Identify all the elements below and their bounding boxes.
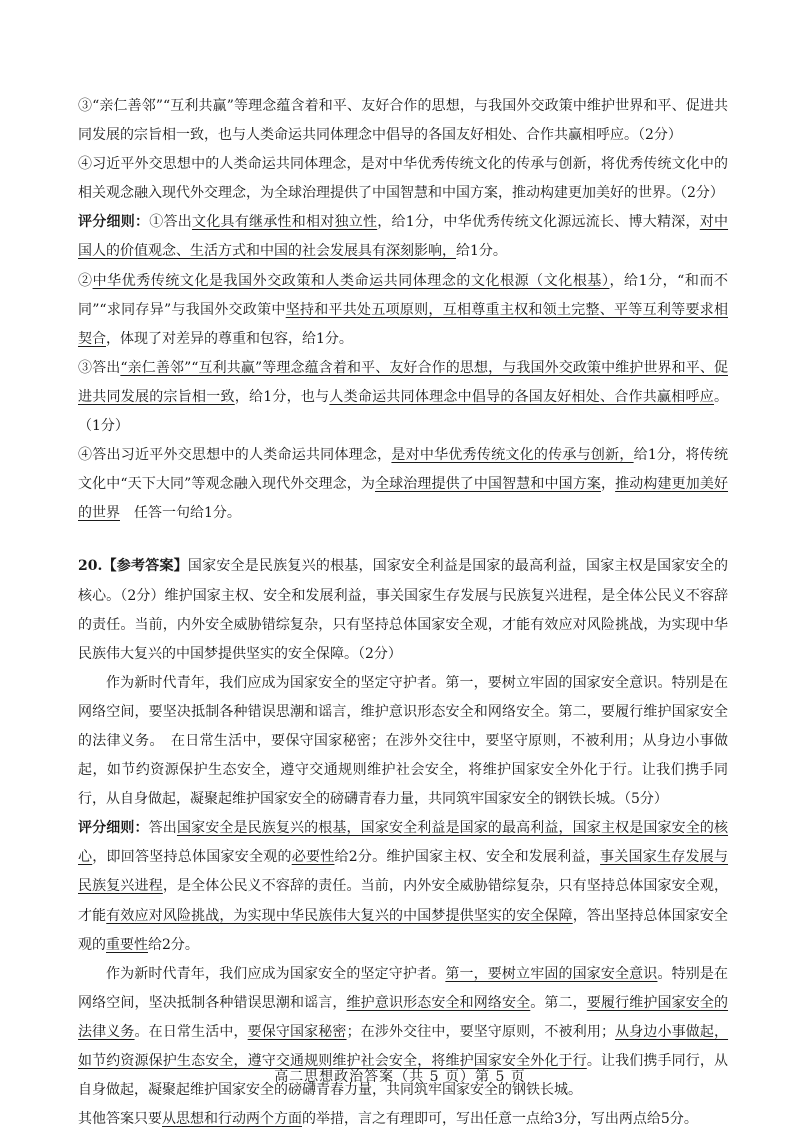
text-run: 任答一句给1分。: [120, 505, 241, 522]
underlined-keypoint: 重要性: [106, 936, 148, 953]
paragraph-p3: [78, 208, 728, 266]
text-run: ，给1分，也与: [234, 388, 330, 405]
text-run: ，是全体公民义不容辞的责任。当前，内外安全威胁错综复杂，只有坚持总体国家安全观，才能: [78, 878, 729, 924]
text-run: ；在涉外交往中，要坚守原则，不被利用；: [346, 1023, 615, 1040]
underlined-keypoint: 人类命运共同体理念中倡导的各国友好相处、合作共赢相呼应: [329, 388, 715, 405]
underlined-keypoint: 从思想和行动两个方面: [162, 1111, 302, 1128]
text-run: ，给1分，中华优秀传统文化源远流长、博大精深，: [377, 214, 700, 231]
underlined-keypoint: “亲仁善邻”“互利共赢”等理念蕴含着和平、友好合作的思想，与我国外交政策中维护世界和平、促进共同发展的宗旨相一致: [78, 359, 728, 405]
paragraph-p5: [78, 354, 728, 441]
bold-heading: 评分细则：: [78, 820, 149, 837]
text-run: ②: [78, 272, 93, 289]
underlined-keypoint: 国家安全是民族复兴的根基，国家安全利益是国家的最高利益，国家主权是国家安全的核心: [78, 820, 729, 866]
text-run: 给1分，将传统文化中“天下大同”等观念融入现代外交理念，为: [78, 447, 728, 493]
text-run: 答出: [148, 820, 177, 837]
text-run: 。（1分）: [78, 388, 729, 435]
text-run: ④答出习近平外交思想中的人类命运共同体理念，: [78, 447, 392, 464]
underlined-keypoint: 事关国家生存发展与民族复兴进程: [78, 849, 729, 895]
bold-heading: 20.【参考答案】: [78, 558, 188, 575]
paragraph-p11: [78, 1105, 728, 1134]
underlined-keypoint: 有效应对风险挑战，为实现中华民族伟大复兴的中国梦提供坚实的安全保障: [106, 907, 573, 924]
text-run: 其他答案只要: [78, 1111, 162, 1128]
text-run: 。在日常生活中，: [134, 1023, 248, 1040]
underlined-keypoint: 坚持和平共处五项原则，互相尊重主权和领土完整、平等互利等要求相契合: [78, 301, 728, 347]
answer-content: [78, 92, 728, 1134]
underlined-keypoint: 维护意识形态安全和网络安全: [346, 994, 531, 1011]
underlined-keypoint: 必要性: [291, 849, 335, 866]
text-run: 给1分。: [456, 243, 507, 260]
paragraph-p6: [78, 441, 728, 528]
text-run: ③答出: [78, 359, 121, 376]
text-run: ，: [601, 476, 616, 493]
text-run: 。第二，: [530, 994, 587, 1011]
text-run: 作为新时代青年，我们应成为国家安全的坚定守护者。第一，要树立牢固的国家安全意识。特别是在网络空间，要坚决抵制各种错误思潮和谣言，维护意识形态安全和网络安全。第二，要履行维护国家安全的法律义务。 在日常生活中，要保守国家秘密；在涉外交往中，要坚守原则，不被利用；从身边小事做起，如节约资源保护生态安全，遵守交通规则维护社会安全，将维护国家安全外化于行。让我们携手同行，从自身做起，凝聚起维护国家安全的磅礴青春力量，共同筑牢国家安全的钢铁长城。（5分）: [78, 674, 728, 808]
paragraph-p2: [78, 150, 728, 208]
paragraph-p9: [78, 814, 728, 959]
underlined-keypoint: 要履行维护国家安全的法律义务: [78, 994, 729, 1040]
text-run: 。让我们携手同行，从自身做起，凝聚起维护国家安全的磅礴青春力量，共同筑牢国家安全的钢铁长城。: [78, 1053, 729, 1099]
underlined-keypoint: 对中国人的价值观念、生活方式和中国的社会发展具有深刻影响，: [78, 214, 729, 260]
underlined-keypoint: 是对中华优秀传统文化的传承与创新，: [391, 447, 634, 464]
underlined-keypoint: 要保守国家秘密: [247, 1023, 347, 1040]
underlined-keypoint: 推动构建更加美好的世界: [78, 476, 729, 522]
text-run: 的举措，言之有理即可，写出任意一点给3分，写出两点给5分。: [302, 1111, 698, 1128]
text-run: ，给1分，“和而不同”“求同存异”与我国外交政策中: [78, 272, 728, 318]
text-run: 。特别是在网络空间，坚决抵制各种错误思潮和谣言，: [78, 965, 729, 1011]
paragraph-p4: [78, 267, 728, 354]
text-run: ，答出坚持总体国家安全观的: [78, 907, 729, 953]
underlined-keypoint: 全球治理提供了中国智慧和中国方案: [375, 476, 602, 493]
paragraph-p7: [78, 552, 728, 668]
underlined-keypoint: 从身边小事做起，如节约资源保护生态安全，遵守交通规则维护社会安全，将维护国家安全外化于行: [78, 1023, 729, 1069]
underlined-keypoint: 文化具有继承性和相对独立性: [191, 214, 378, 231]
page-footer: 高二思想政治答案（共 5 页）第 5 页: [274, 1069, 526, 1085]
text-run: 国家安全是民族复兴的根基，国家安全利益是国家的最高利益，国家主权是国家安全的核心。（2分）维护国家主权、安全和发展利益，事关国家生存发展与民族复兴进程，是全体公民义不容辞的责任。当前，内外安全威胁错综复杂，只有坚持总体国家安全观，才能有效应对风险挑战，为实现中华民族伟大复兴的中国梦提供坚实的安全保障。（2分）: [78, 558, 728, 662]
text-run: ①答出: [149, 214, 192, 231]
text-run: 给2分。: [148, 936, 199, 953]
bold-heading: 评分细则：: [78, 214, 150, 231]
underlined-keypoint: 第一，要树立牢固的国家安全意识: [445, 965, 658, 982]
underlined-keypoint: 中华优秀传统文化是我国外交政策和人类命运共同体理念的文化根源（文化根基）: [92, 272, 610, 289]
section-gap: [78, 528, 728, 552]
paragraph-p8: [78, 669, 728, 814]
text-run: ，体现了对差异的尊重和包容，给1分。: [106, 330, 353, 347]
text-run: ，即回答坚持总体国家安全观的: [92, 849, 292, 866]
text-run: 作为新时代青年，我们应成为国家安全的坚定守护者。: [106, 965, 446, 982]
text-run: 给2分。维护国家主权、安全和发展利益，: [334, 849, 601, 866]
paragraph-p1: [78, 92, 728, 150]
text-run: ④习近平外交思想中的人类命运共同体理念，是对中华优秀传统文化的传承与创新，将优秀传统文化中的相关观念融入现代外交理念，为全球治理提供了中国智慧和中国方案，推动构建更加美好的世界。（2分）: [78, 156, 728, 202]
text-run: ③“亲仁善邻”“互利共赢”等理念蕴含着和平、友好合作的思想，与我国外交政策中维护世界和平、促进共同发展的宗旨相一致，也与人类命运共同体理念中倡导的各国友好相处、合作共赢相呼应。（2分）: [78, 98, 728, 144]
